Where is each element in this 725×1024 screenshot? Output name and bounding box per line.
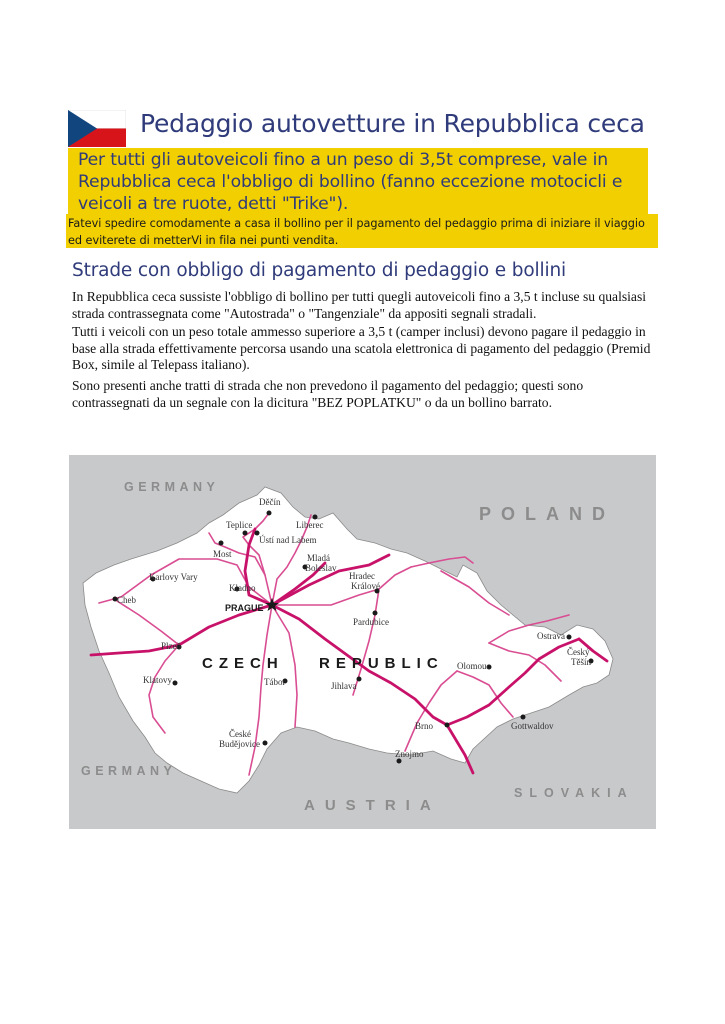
city-label-prague: PRAGUE [225, 603, 264, 613]
city-label-znojmo: Znojmo [395, 749, 424, 759]
city-label-hradec-1: Hradec [349, 571, 375, 581]
marker-teplice [243, 531, 248, 536]
city-label-teplice: Teplice [226, 520, 253, 530]
city-label-plzen: Plzeň [161, 641, 181, 651]
city-label-tabor: Tábor [264, 677, 286, 687]
city-label-brno: Brno [415, 721, 433, 731]
label-germany-north: GERMANY [124, 480, 220, 494]
city-label-decin: Děčín [259, 497, 281, 507]
city-label-usti: Ústí nad Labem [259, 535, 317, 545]
notice-text: Fatevi spedire comodamente a casa il bollino per il pagamento del pedaggio prima di iniziare il viaggio ed eviterete di metterVi in fila nei punti vendita. [68, 217, 645, 247]
highlight-text: Per tutti gli autoveicoli fino a un peso di 3,5t comprese, vale in Repubblica ceca l'obbligo di bollino (fanno eccezione motocicli e veicoli a tre ruote, detti "Trike"). [78, 150, 623, 215]
czech-flag-icon [68, 110, 126, 147]
marker-liberec [313, 515, 318, 520]
marker-ceske-budejovice [263, 741, 268, 746]
toll-road-map [69, 455, 656, 829]
paragraph-1: In Repubblica ceca sussiste l'obbligo di bollino per tutti quegli autoveicoli fino a 3,5 t incluse su qualsiasi strada contrassegnata come "Autostrada" o "Tangenziale" da appositi segnali stradali. [72, 289, 647, 321]
marker-ostrava [567, 635, 572, 640]
city-label-ceske: České [229, 729, 251, 739]
city-label-budejovice: Budějovice [219, 739, 260, 749]
city-label-olomouc: Olomouc [457, 661, 491, 671]
marker-decin [267, 511, 272, 516]
marker-jihlava [357, 677, 362, 682]
city-label-hradec-2: Králové [351, 581, 380, 591]
label-poland: POLAND [479, 504, 615, 524]
marker-brno [445, 723, 450, 728]
city-label-jihlava: Jihlava [331, 681, 357, 691]
city-label-most: Most [213, 549, 232, 559]
city-label-pardubice: Pardubice [353, 617, 389, 627]
city-label-mlada-2: Boleslav [305, 563, 337, 573]
section-heading: Strade con obbligo di pagamento di pedaggio e bollini [72, 260, 567, 281]
city-label-cesky: Český [567, 647, 590, 657]
paragraph-3: Sono presenti anche tratti di strada che non prevedono il pagamento del pedaggio; questi sono contrassegnati da un segnale con la dicitura "BEZ POPLATKU" o da un bollino barrato. [72, 378, 584, 410]
city-label-mlada-1: Mladá [307, 553, 330, 563]
city-label-gottwaldov: Gottwaldov [511, 721, 554, 731]
label-germany-south: GERMANY [81, 764, 177, 778]
marker-znojmo [397, 759, 402, 764]
city-label-karlovy: Karlovy Vary [149, 572, 198, 582]
label-slovakia: SLOVAKIA [514, 786, 634, 800]
city-label-klatovy: Klatovy [143, 675, 172, 685]
city-label-tesin: Těšín [571, 657, 591, 667]
marker-most [219, 541, 224, 546]
city-label-liberec: Liberec [296, 520, 324, 530]
city-label-cheb: Cheb [117, 595, 136, 605]
label-austria: AUSTRIA [304, 797, 441, 814]
marker-gottwaldov [521, 715, 526, 720]
paragraph-2: Tutti i veicoli con un peso totale ammesso superiore a 3,5 t (camper inclusi) devono pagare il pedaggio in base alla strada effettivamente percorsa usando una scatola elettronica di pagamento del pedaggio (Premid Box, simile al Telepass italiano). [72, 324, 651, 373]
city-label-kladno: Kladno [229, 583, 256, 593]
city-label-ostrava: Ostrava [537, 631, 565, 641]
label-republic: REPUBLIC [319, 655, 444, 672]
marker-pardubice [373, 611, 378, 616]
label-czech: CZECH [202, 655, 284, 672]
page-title: Pedaggio autovetture in Repubblica ceca [140, 109, 645, 138]
marker-klatovy [173, 681, 178, 686]
